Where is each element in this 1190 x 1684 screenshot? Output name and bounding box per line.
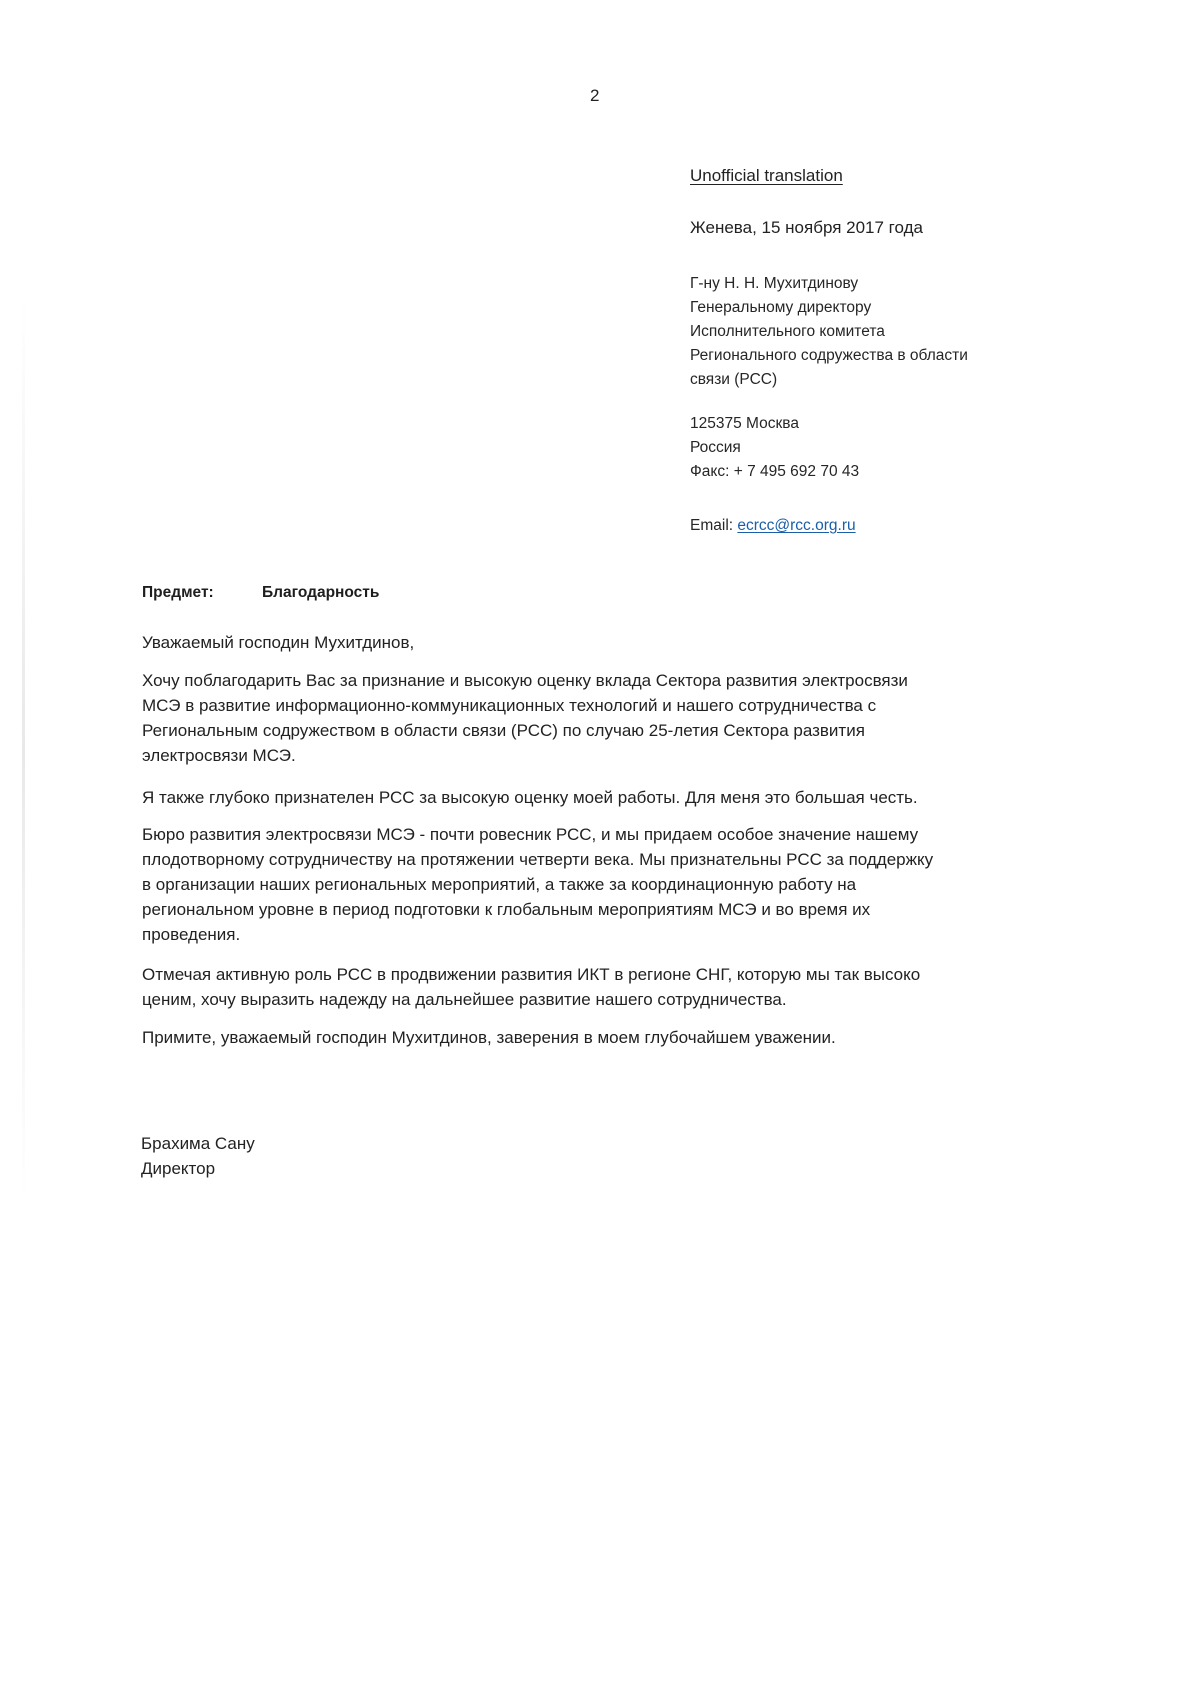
subject-line (142, 584, 380, 602)
addressee-line: Генеральному директору (690, 299, 872, 316)
page-number: 2 (590, 86, 600, 105)
signature-block (141, 1131, 255, 1181)
paragraph-line: ценим, хочу выразить надежду на дальнейшее развитие нашего сотрудничества. (142, 990, 787, 1009)
address-line: 125375 Москва (690, 415, 799, 432)
addressee-line: Регионального содружества в области (690, 347, 968, 364)
unofficial-translation-label: Unofficial translation (690, 166, 843, 185)
paragraph (142, 1025, 1062, 1050)
addressee-line: Г-ну Н. Н. Мухитдинову (690, 275, 859, 292)
signatory-name: Брахима Сану (141, 1134, 255, 1153)
paragraph-line: региональном уровне в период подготовки к глобальным мероприятиям МСЭ и во время их (142, 900, 871, 919)
email-label: Email: (690, 517, 738, 534)
paragraph-line: Бюро развития электросвязи МСЭ - почти ровесник РСС, и мы придаем особое значение нашему (142, 825, 919, 844)
paragraph-line: Примите, уважаемый господин Мухитдинов, заверения в моем глубочайшем уважении. (142, 1028, 836, 1047)
paragraph-line: в организации наших региональных мероприятий, а также за координационную работу на (142, 875, 857, 894)
address-block (690, 412, 1110, 484)
paragraph (142, 785, 1062, 810)
scan-edge-mark (22, 300, 25, 1200)
address-line: Россия (690, 439, 741, 456)
paragraph-line: Отмечая активную роль РСС в продвижении развития ИКТ в регионе СНГ, которую мы так высоко (142, 965, 921, 984)
paragraph (142, 822, 1062, 947)
paragraph-line: проведения. (142, 925, 241, 944)
addressee-block (690, 272, 1110, 392)
fax-line: Факс: + 7 495 692 70 43 (690, 463, 860, 480)
paragraph-line: МСЭ в развитие информационно-коммуникационных технологий и нашего сотрудничества с (142, 696, 877, 715)
salutation: Уважаемый господин Мухитдинов, (142, 633, 415, 652)
paragraph-line: Я также глубоко признателен РСС за высокую оценку моей работы. Для меня это большая честь. (142, 788, 918, 807)
paragraph (142, 962, 1062, 1012)
letter-date: Женева, 15 ноября 2017 года (690, 218, 923, 237)
paragraph-line: Региональным содружеством в области связи (РСС) по случаю 25-летия Сектора развития (142, 721, 865, 740)
email-link[interactable]: ecrcc@rcc.org.ru (737, 517, 856, 534)
paragraph-line: плодотворному сотрудничеству на протяжении четверти века. Мы признательны РСС за поддержку (142, 850, 934, 869)
subject-label: Предмет: (142, 584, 214, 601)
addressee-line: связи (РСС) (690, 371, 778, 388)
addressee-line: Исполнительного комитета (690, 323, 885, 340)
email-line (690, 517, 1110, 535)
paragraph-line: Хочу поблагодарить Вас за признание и высокую оценку вклада Сектора развития электросвязи (142, 671, 908, 690)
subject-value: Благодарность (262, 584, 380, 601)
paragraph-line: электросвязи МСЭ. (142, 746, 296, 765)
signatory-title: Директор (141, 1159, 216, 1178)
paragraph (142, 668, 1062, 768)
